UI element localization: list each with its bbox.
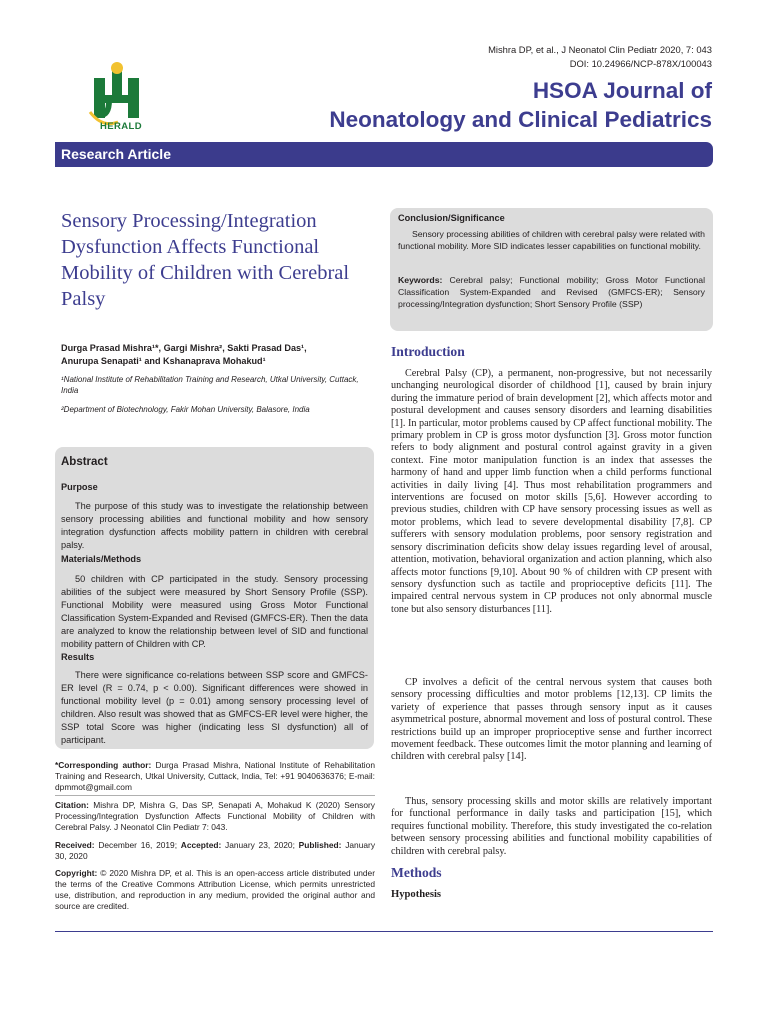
abstract-box (55, 447, 374, 749)
corresponding-text: Durga Prasad Mishra, National Institute of Rehabilitation Training and Research, Utkal University, Cuttack, India, Tel: +91 9040636376; E-mail: dpmmot@gmail.com (55, 760, 375, 792)
running-header (488, 43, 712, 71)
purpose-text: The purpose of this study was to investigate the relationship between sensory processing abilities and functional mobility and how sensory integration dysfunction affects mobility pattern in children with cerebral palsy. (61, 501, 368, 550)
published-date: January 30, 2020 (55, 840, 376, 861)
journal-title (329, 76, 712, 134)
corresponding-author (55, 760, 375, 793)
author-line: Durga Prasad Mishra¹*, Gargi Mishra², Sakti Prasad Das¹, (61, 343, 307, 353)
results-heading: Results (61, 652, 95, 662)
affiliation-2: ²Department of Biotechnology, Fakir Mohan University, Balasore, India (61, 405, 310, 414)
logo-wordmark: HERALD (100, 121, 142, 132)
copyright-text: © 2020 Mishra DP, et al. This is an open-access article distributed under the terms of the Creative Commons Attribution License, which permits unrestricted use, distribution, and reproduction in any medium, provided the original author and source are credited. (55, 868, 375, 911)
dates-block (55, 840, 375, 862)
corresponding-label: *Corresponding author: (55, 760, 152, 770)
methods-section-heading: Methods (391, 865, 442, 880)
copyright-block (55, 868, 375, 912)
citation-block (55, 800, 375, 833)
hypothesis-subheading: Hypothesis (391, 889, 442, 900)
conclusion-heading: Conclusion/Significance (398, 213, 505, 223)
footer-rule (55, 931, 713, 932)
accepted-date: January 23, 2020; (221, 840, 299, 850)
keywords (398, 274, 705, 310)
conclusion-box (390, 208, 713, 331)
article-type-banner (55, 142, 713, 167)
author-line: Anurupa Senapati¹ and Kshanaprava Mohakud¹ (61, 356, 266, 366)
conclusion-text: Sensory processing abilities of children with cerebral palsy were related with functional mobility. More SID indicates lesser capabilities on functional mobility. (398, 229, 705, 251)
citation-line: Mishra DP, et al., J Neonatol Clin Pediatr 2020, 7: 043 (488, 44, 712, 55)
published-label: Published: (298, 840, 342, 850)
journal-title-line1: HSOA Journal of (532, 78, 712, 103)
author-list (61, 342, 366, 368)
citation-text: Mishra DP, Mishra G, Das SP, Senapati A, Mohakud K (2020) Sensory Processing/Integration Dysfunction Affects Functional Mobility of Children with Cerebral Palsy. J Neonatol Clin Pediatr 7: 043. (55, 800, 375, 832)
received-label: Received: (55, 840, 95, 850)
abstract-heading: Abstract (61, 456, 108, 468)
purpose-heading: Purpose (61, 482, 98, 492)
affiliation-1: ¹National Institute of Rehabilitation Training and Research, Utkal University, Cuttack, India (61, 375, 359, 395)
introduction-heading: Introduction (391, 344, 465, 359)
methods-text: 50 children with CP participated in the study. Sensory processing abilities of the subject were measured by Short Sensory Profile (SSP). Functional Mobility were measured using Gross Motor Functional Classification System-Expanded and Revised (GMFCS-ER). Then the data are analyzed to know the relationship between level of SID and functional mobility pattern of Children with CP. (61, 574, 368, 649)
article-title: Sensory Processing/Integration Dysfunction Affects Functional Mobility of Children with Cerebral Palsy (61, 210, 350, 310)
received-date: December 16, 2019; (94, 840, 181, 850)
divider (55, 795, 375, 796)
journal-title-line2: Neonatology and Clinical Pediatrics (329, 107, 712, 132)
keywords-text: Cerebral palsy; Functional mobility; Gross Motor Functional Classification System-Expanded and Revised (GMFCS-ER); Sensory processing/Integration dysfunction; Short Sensory Profile (SSP) (398, 275, 705, 309)
article-type-label: Research Article (61, 146, 171, 162)
keywords-label: Keywords: (398, 275, 443, 285)
introduction-paragraph-1: Cerebral Palsy (CP), a permanent, non-progressive, but not necessarily unchanging neurological disorder of childhood [1], caused by brain injury during the immature period of brain development [2], which affects motor and postural development and causes sensory disorders and learning disabilities [1]. In particular, motor problems caused by CP affect functional mobility. The primary problem in CP is gross motor dysfunction [3]. Gross motor function refers to body alignment and postural control against gravity in a given context. Fine motor manipulation function is an index that assesses the harmony of hand and upper limb function when a child performs functional activities in daily living [4]. Thus most rehabilitation programmers and interventions are focused on motor skills [5,6]. However according to previous studies, children with CP have sensory processing issues as well as motor problems, which lead to severe developmental disability [7,8]. CP sufferers with sensory modulation problems, poor sensory registration and sensory discrimination deficits show delay issues regarding level of arousal, attention, motivation, behavioral organization and action planning, which also affects motor functions [9,10]. About 90 % of children with CP present with sensory dysfunction such as tactile and proprioceptive deficits [11]. The impaired central nervous system in CP produces not only abnormal muscle tone but also sensory disturbances [11]. (391, 368, 712, 615)
doi-line: DOI: 10.24966/NCP-878X/100043 (569, 58, 712, 69)
introduction-paragraph-3: Thus, sensory processing skills and motor skills are relatively important for functional performance in daily tasks and participation [15], which requires functional mobility. Therefore, this study investigated the co-relation between sensory processing abilities and functional mobility capabilities of children with cerebral palsy. (391, 796, 712, 857)
accepted-label: Accepted: (180, 840, 222, 850)
introduction-paragraph-2: CP involves a deficit of the central nervous system that causes both sensory processing difficulties and motor problems [12,13]. CP limits the variety of experience that passes through sensory input as it causes asymmetrical posture, abnormal movement and loss of postural control. These restrictions build up an improper proprioceptive sense and further incorrect movement feedback. These outcomes limit the motor planning and learning of children with cerebral palsy [14]. (391, 677, 712, 763)
citation-label: Citation: (55, 800, 89, 810)
results-text: There were significance co-relations between SSP score and GMFCS-ER level (R = 0.74, p < 0.00). Significant differences were showed in functional mobility level (p = 0.01) among sensory processing level of children. Also result was showed that as GMFCS-ER level were higher, the SSP total Score was higher (indicating less SI dysfunction) all of participant. (61, 670, 368, 745)
methods-heading: Materials/Methods (61, 554, 142, 564)
copyright-label: Copyright: (55, 868, 98, 878)
